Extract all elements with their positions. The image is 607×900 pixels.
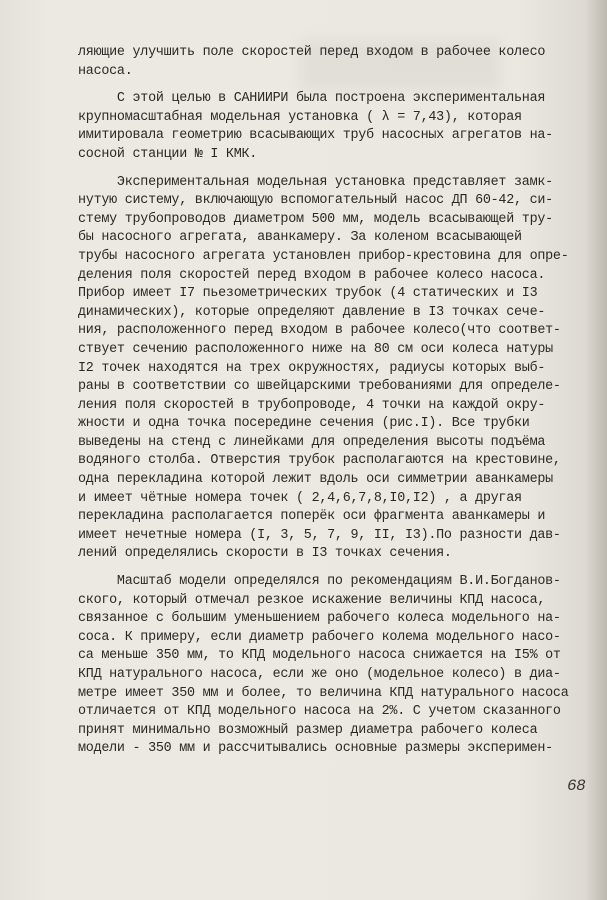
text-line: ния, расположенного перед входом в рабочее колесо(что соответ- — [78, 323, 561, 339]
text-line: связанное с большим уменьшением рабочего колеса модельного на- — [78, 611, 561, 627]
text-line: са меньше 350 мм, то КПД модельного насоса снижается на I5% от — [78, 648, 561, 664]
text-line: ского, который отмечал резкое искажение величины КПД насоса, — [78, 592, 546, 608]
text-line: соса. К примеру, если диаметр рабочего колема модельного насо- — [78, 629, 561, 645]
text-line: крупномасштабная модельная установка ( λ = 7,43), которая — [78, 109, 522, 125]
paragraph-2 — [78, 90, 607, 164]
text-line: отличается от КПД модельного насоса на 2%. С учетом сказанного — [78, 704, 561, 720]
text-line: ления поля скоростей в трубопроводе, 4 точки на каждой окру- — [78, 397, 546, 413]
body-text — [78, 44, 607, 759]
text-line: Прибор имеет I7 пьезометрических трубок (4 статических и I3 — [78, 286, 538, 302]
text-line: I2 точек находятся на трех окружностях, радиусы которых выб- — [78, 360, 546, 376]
text-line: модели - 350 мм и рассчитывались основные размеры эксперимен- — [78, 741, 553, 757]
text-line: водяного столба. Отверстия трубок располагаются на крестовине, — [78, 453, 561, 469]
paragraph-3 — [78, 174, 607, 564]
text-line: насоса. — [78, 63, 133, 79]
text-line: С этой целью в САНИИРИ была построена экспериментальная — [78, 91, 546, 107]
text-line: и имеет чётные номера точек ( 2,4,6,7,8,I0,I2) , а другая — [78, 490, 522, 506]
text-line: КПД натурального насоса, если же оно (модельное колесо) в диа- — [78, 667, 561, 682]
text-line: раны в соответствии со швейцарскими требованиями для определе- — [78, 379, 561, 395]
paragraph-1 — [78, 44, 607, 81]
text-line: имитировала геометрию всасывающих труб насосных агрегатов на- — [78, 128, 553, 144]
text-line: Масштаб модели определялся по рекомендациям В.И.Богданов- — [78, 574, 561, 590]
text-line: бы насосного агрегата, аванкамеру. За коленом всасывающей — [78, 230, 522, 246]
text-line: жности и одна точка посередине сечения (рис.I). Все трубки — [78, 416, 530, 432]
text-line: ляющие улучшить поле скоростей перед входом в рабочее колесо — [78, 45, 546, 60]
text-line: одна перекладина которой лежит вдоль оси симметрии аванкамеры — [78, 472, 553, 488]
text-line: перекладина располагается поперёк оси фрагмента аванкамеры и — [78, 509, 546, 525]
text-line: трубы насосного агрегата установлен прибор-крестовина для опре- — [78, 248, 569, 264]
text-line: нутую систему, включающую вспомогательный насос ДП 60-42, си- — [78, 193, 553, 209]
text-line: лений определялись скорости в I3 точках сечения. — [78, 546, 452, 562]
text-line: ствует сечению расположенного ниже на 80 см оси колеса натуры — [78, 341, 553, 357]
text-line: сосной станции № I КМК. — [78, 146, 258, 162]
text-line: принят минимально возможный размер диаметра рабочего колеса — [78, 722, 538, 738]
paragraph-4 — [78, 573, 607, 759]
text-line: деления поля скоростей перед входом в рабочее колесо насоса. — [78, 267, 546, 283]
text-line: стему трубопроводов диаметром 500 мм, модель всасывающей тру- — [78, 211, 553, 227]
text-line: выведены на стенд с линейками для определения высоты подъёма — [78, 434, 546, 450]
text-line: динамических), которые определяют давление в I3 точках сече- — [78, 304, 546, 320]
text-line: Экспериментальная модельная установка представляет замк- — [78, 174, 553, 190]
text-line: метре имеет 350 мм и более, то величина КПД натурального насоса — [78, 685, 569, 701]
text-line: имеет нечетные номера (I, 3, 5, 7, 9, II, I3).По разности дав- — [78, 527, 561, 543]
page-number: 68 — [567, 777, 586, 795]
